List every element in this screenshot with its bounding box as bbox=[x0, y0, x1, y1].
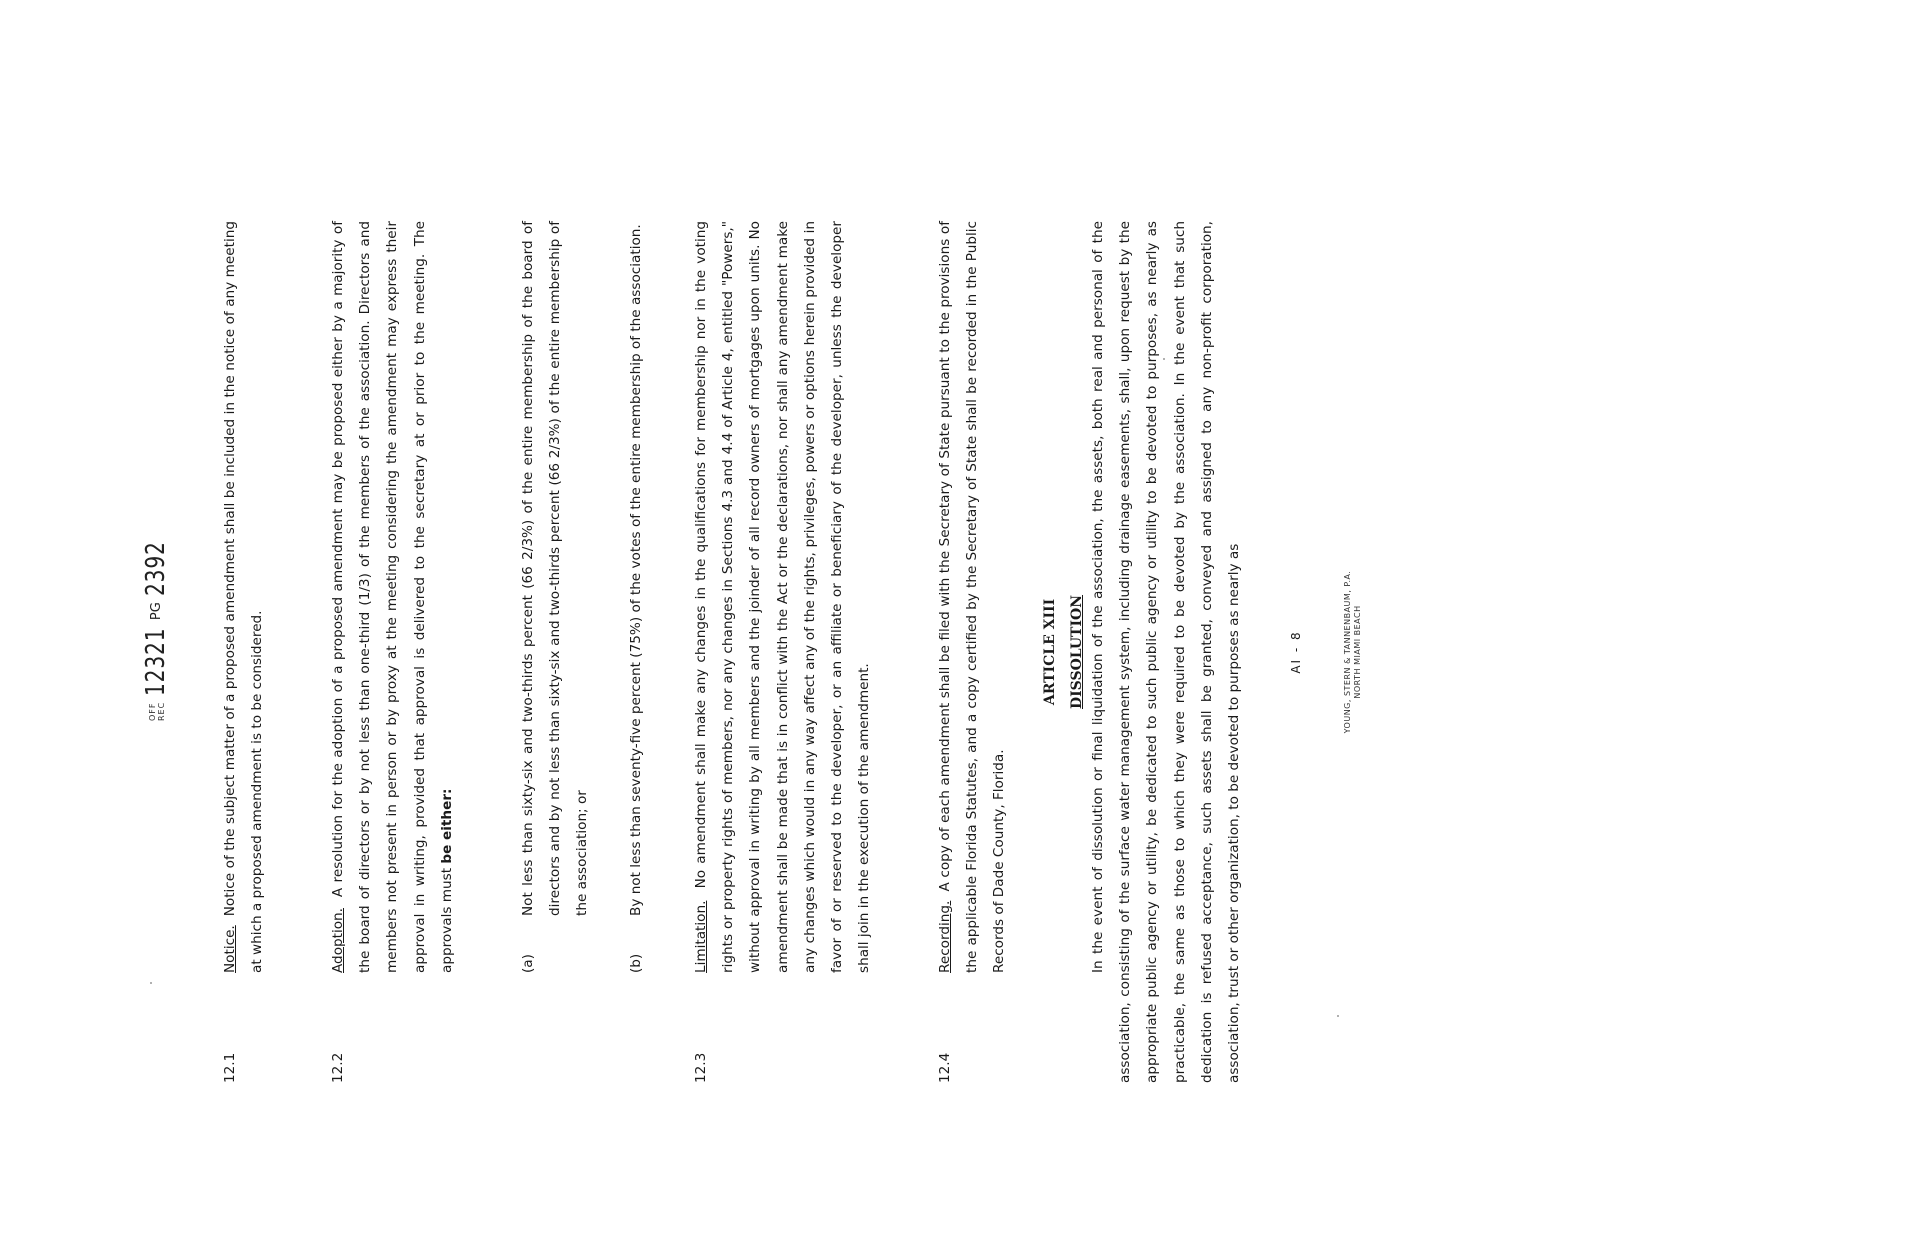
section-text bbox=[325, 221, 461, 973]
section-body-end: be either: bbox=[438, 788, 455, 864]
section-number: 12.2 bbox=[330, 1052, 346, 1083]
section-12-3 bbox=[688, 221, 878, 1083]
section-title: Adoption. bbox=[330, 908, 346, 973]
law-firm-name: YOUNG, STERN & TANNENBAUM, P.A. bbox=[1343, 570, 1352, 734]
law-firm-city: NORTH MIAMI BEACH bbox=[1353, 605, 1362, 699]
article-title: DISSOLUTION bbox=[1069, 594, 1086, 710]
section-12-4 bbox=[932, 221, 1014, 1083]
section-12-1 bbox=[217, 221, 271, 1083]
section-body: Notice of the subject matter of a proposed amendment shall be included in the notice of any meeting at which a proposed amendment is to be considered. bbox=[222, 221, 266, 973]
subsection-b bbox=[623, 221, 650, 973]
ref-label-rec: REC bbox=[157, 701, 166, 721]
section-text bbox=[932, 221, 1014, 973]
dissolution-paragraph: In the event of dissolution or final liquidation of the association, the assets, both real and personal of the association, consisting of the surface water management system, including drainage easements, shall, upon request by the appropriate public agency or utility, be dedicated to such public agency or utility to be devoted to purposes, as nearly as practicable, the same as those to which they were required to be devoted by the association. In the event that such dedication is refused acceptance, such assets shall be granted, conveyed and assigned to any non-profit corporation, association, trust or other organization, to be devoted to purposes as nearly as bbox=[1090, 221, 1243, 1083]
section-number: 12.3 bbox=[693, 1052, 709, 1083]
article-heading-block bbox=[1037, 221, 1091, 1083]
law-firm-footer bbox=[1343, 221, 1363, 1083]
page-label: PG bbox=[149, 602, 165, 621]
section-body: A copy of each amendment shall be filed with the Secretary of State pursuant to the provisions of the applicable Florida Statutes, and a copy certified by the Secretary of State shall be recorded in the Public Records of Dade County, Florida. bbox=[937, 221, 1008, 973]
official-records-reference bbox=[135, 526, 179, 721]
subsection-text: By not less than seventy-five percent (75%) of the votes of the entire membership of the association. bbox=[628, 224, 644, 916]
official-records-label bbox=[148, 702, 166, 721]
section-body: No amendment shall make any changes in the qualifications for membership nor in the voting rights or property rights of members, nor any changes in Sections 4.3 and 4.4 of Article 4, entitled "Powers," without approval in writing by all members and the joinder of all record owners of mortgages upon units. No amendment shall be made that is in conflict with the Act or the declarations, nor shall any amendment make any changes which would in any way affect any of the rights, privileges, powers or options herein provided in favor of or reserved to the developer, or an affiliate or beneficiary of the developer, unless the developer shall join in the execution of the amendment. bbox=[693, 221, 873, 973]
section-12-2 bbox=[325, 221, 461, 1083]
article-heading: ARTICLE XIII bbox=[1042, 598, 1058, 706]
section-body: A resolution for the adoption of a proposed amendment may be proposed either by a majority of the board of directors or by not less than one-third (1/3) of the members of the association. Directors and members not present in person or by proxy at the meeting considering the amendment may express their approval in writing, provided that approval is delivered to the secretary at or prior to the meeting. The approvals must bbox=[330, 221, 455, 973]
subsection-a bbox=[515, 221, 597, 973]
section-title: Limitation. bbox=[693, 900, 709, 973]
section-number: 12.4 bbox=[937, 1052, 953, 1083]
section-title: Notice. bbox=[222, 925, 238, 973]
page-number: 2392 bbox=[141, 541, 172, 597]
book-number: 12321 bbox=[141, 627, 172, 696]
section-text bbox=[217, 221, 271, 973]
subsection-text: Not less than sixty-six and two-thirds percent (66 2/3%) of the entire membership of the board of directors and by not less than sixty-six and two-thirds percent (66 2/3%) of the entire membership of the association; or bbox=[520, 221, 591, 916]
section-number: 12.1 bbox=[222, 1052, 238, 1083]
section-title: Recording. bbox=[937, 900, 953, 973]
section-text bbox=[688, 221, 878, 973]
subsection-letter: (b) bbox=[628, 953, 644, 973]
document-page bbox=[135, 221, 1505, 1083]
subsection-letter: (a) bbox=[520, 954, 536, 973]
page-folio: AI - 8 bbox=[1289, 630, 1303, 674]
ref-label-off: OFF bbox=[148, 702, 157, 721]
